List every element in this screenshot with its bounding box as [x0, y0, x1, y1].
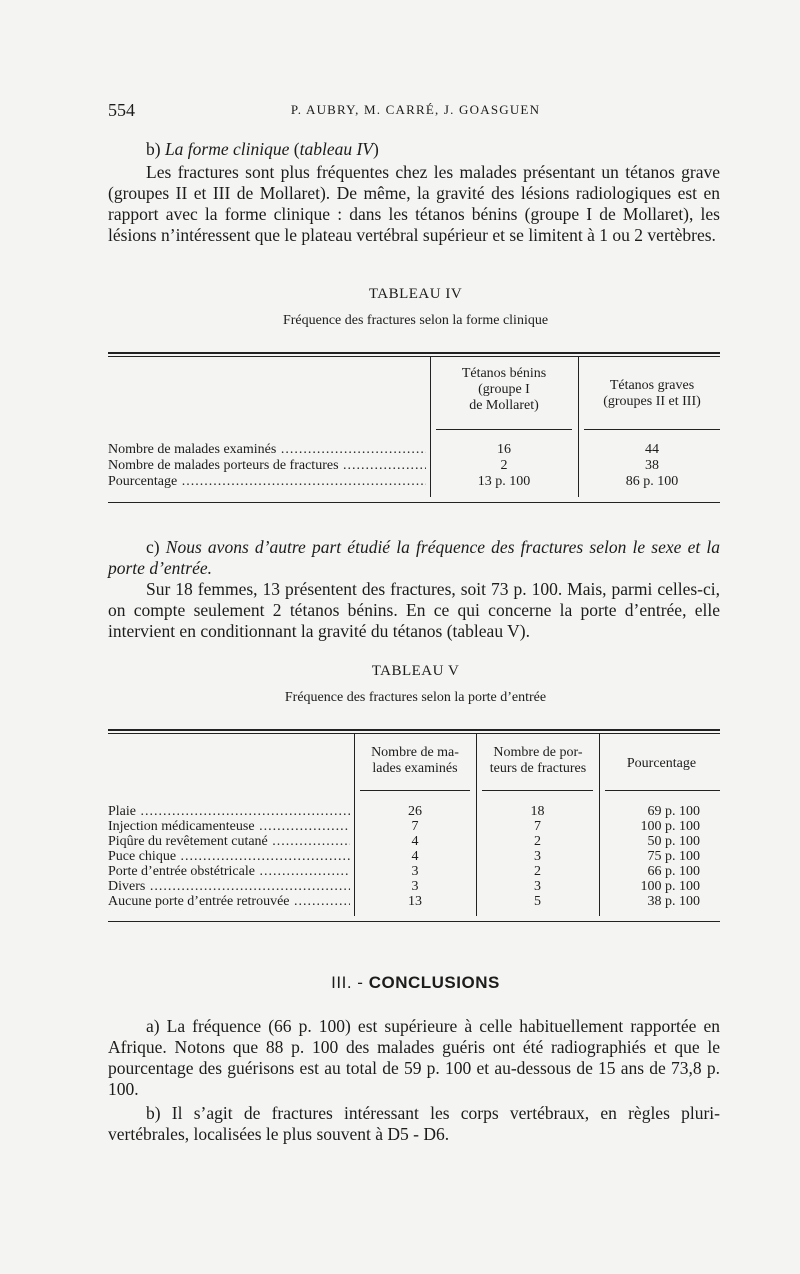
table-5-cell: 69 p. 100 — [647, 804, 700, 819]
table-4-header-rule-1 — [436, 429, 572, 430]
table-5-title: TABLEAU V — [371, 663, 460, 679]
table-5-cell: 75 p. 100 — [647, 849, 700, 864]
section-b-paragraph: Les fractures sont plus fréquentes chez les malades présentant un tétanos grave (groupes II et III de Mollaret). De même, la gravité des lésions radiologiques est en rapport avec la forme clinique : dans les tétanos bénins (groupe I de Mollaret), les lésions n’intéressent que le plateau vertébral supérieur et se limitent à 1 ou 2 vertèbres. — [108, 162, 720, 245]
table-4-divider-2 — [578, 357, 579, 497]
table-5-cell: 4 — [411, 834, 419, 849]
table-5-cell: 4 — [411, 849, 419, 864]
table-5-bottom-rule — [108, 921, 720, 922]
table-5-divider-1 — [354, 734, 355, 916]
table-4-caption: Fréquence des fractures selon la forme clinique — [282, 313, 549, 328]
page-number: 554 — [108, 100, 135, 120]
section-c-heading: c) Nous avons d’autre part étudié la fréquence des fractures selon le sexe et la porte d’entrée. — [108, 537, 720, 578]
section-c-paragraph: Sur 18 femmes, 13 présentent des fractures, soit 73 p. 100. Mais, parmi celles-ci, on compte seulement 2 tétanos bénins. En ce qui concerne la porte d’entrée, elle intervient en conditionnant la gravité du tétanos (tableau V). — [108, 579, 720, 641]
section-b-title: La forme clinique — [164, 139, 290, 159]
table-5-cell: 26 — [408, 804, 422, 819]
table-5-cell: 3 — [411, 879, 419, 894]
table-5-col-3-header: Pourcentage — [626, 756, 697, 771]
conclusions-number: III. - — [331, 973, 364, 992]
table-5-row-label: Injection médicamenteuse ..... — [108, 819, 350, 834]
table-5-cell: 100 p. 100 — [640, 879, 700, 894]
table-5-cell: 100 p. 100 — [640, 819, 700, 834]
table-4-cell: 16 — [497, 442, 511, 457]
conclusions-heading — [108, 973, 723, 993]
section-b-table-ref: tableau IV — [299, 139, 373, 159]
table-5-cell: 7 — [411, 819, 419, 834]
table-5-cell: 3 — [534, 849, 541, 864]
table-5-top-rule-thin — [108, 733, 720, 734]
table-4-row-label: Nombre de malades examinés ..... — [108, 442, 426, 457]
table-5-cell: 7 — [534, 819, 541, 834]
conclusion-a-paragraph: a) La fréquence (66 p. 100) est supérieure à celle habituellement rapportée en Afrique. Notons que 88 p. 100 des malades guéris ont été radiographiés et que le pourcentage des guérisons est au total de 59 p. 100 et au-dessous de 15 ans de 73,8 p. 100. — [108, 1016, 720, 1099]
table-5-col-2-header: Nombre de por- teurs de fractures — [489, 745, 587, 776]
table-4-header-rule-2 — [584, 429, 720, 430]
table-4-row-label: Nombre de malades porteurs de fractures ..... — [108, 458, 426, 473]
table-5-caption: Fréquence des fractures selon la porte d’entrée — [284, 690, 547, 705]
table-5-cell: 50 p. 100 — [647, 834, 700, 849]
table-4-cell: 13 p. 100 — [477, 474, 531, 489]
table-5-cell: 2 — [534, 834, 541, 849]
conclusion-b-paragraph: b) Il s’agit de fractures intéressant les corps vertébraux, en règles pluri-vertébrales, localisées le plus souvent à D5 - D6. — [108, 1103, 720, 1144]
table-5-col-1-header: Nombre de ma- lades examinés — [371, 745, 459, 776]
table-4-top-rule — [108, 352, 720, 354]
table-5-header-rule-3 — [605, 790, 720, 791]
running-header — [108, 100, 723, 124]
table-5-cell: 18 — [530, 804, 545, 819]
table-5-divider-3 — [599, 734, 600, 916]
table-5-row-label: Puce chique ..... — [108, 849, 350, 864]
table-5-cell: 3 — [411, 864, 419, 879]
table-4-bottom-rule — [108, 502, 720, 503]
table-4-cell: 2 — [500, 458, 508, 473]
table-5-cell: 13 — [408, 894, 422, 909]
table-5-cell: 2 — [534, 864, 541, 879]
table-4-cell: 38 — [645, 458, 659, 473]
table-5-row-label: Porte d’entrée obstétricale ..... — [108, 864, 350, 879]
table-4-top-rule-thin — [108, 356, 720, 357]
table-4-col-2-header: Tétanos graves (groupes II et III) — [603, 378, 701, 409]
table-4-title: TABLEAU IV — [368, 286, 463, 302]
table-5-row-label: Piqûre du revêtement cutané ..... — [108, 834, 350, 849]
table-5-top-rule — [108, 729, 720, 731]
table-5-cell: 5 — [534, 894, 541, 909]
table-5-header-rule-2 — [482, 790, 593, 791]
table-4-col-1-header: Tétanos bénins (groupe I de Mollaret) — [461, 366, 547, 413]
table-5-row-label: Plaie ..... — [108, 804, 350, 819]
section-c-title: Nous avons d’autre part étudié la fréquence des fractures selon le sexe et la porte d’entrée. — [108, 537, 720, 578]
table-5-cell: 66 p. 100 — [647, 864, 700, 879]
table-4-divider-1 — [430, 357, 431, 497]
table-5-row-label: Divers ..... — [108, 879, 350, 894]
table-5-cell: 3 — [534, 879, 541, 894]
table-5-divider-2 — [476, 734, 477, 916]
running-header-authors: P. AUBRY, M. CARRÉ, J. GOASGUEN — [290, 102, 541, 117]
table-4-cell: 44 — [645, 442, 659, 457]
section-b-heading: b) La forme clinique (tableau IV) — [146, 139, 379, 159]
table-4-row-label: Pourcentage ..... — [108, 474, 426, 489]
table-5-cell: 38 p. 100 — [647, 894, 700, 909]
table-5-row-label: Aucune porte d’entrée retrouvée ..... — [108, 894, 350, 909]
table-5-header-rule-1 — [360, 790, 470, 791]
conclusions-title: CONCLUSIONS — [368, 973, 500, 992]
table-4-cell: 86 p. 100 — [625, 474, 679, 489]
